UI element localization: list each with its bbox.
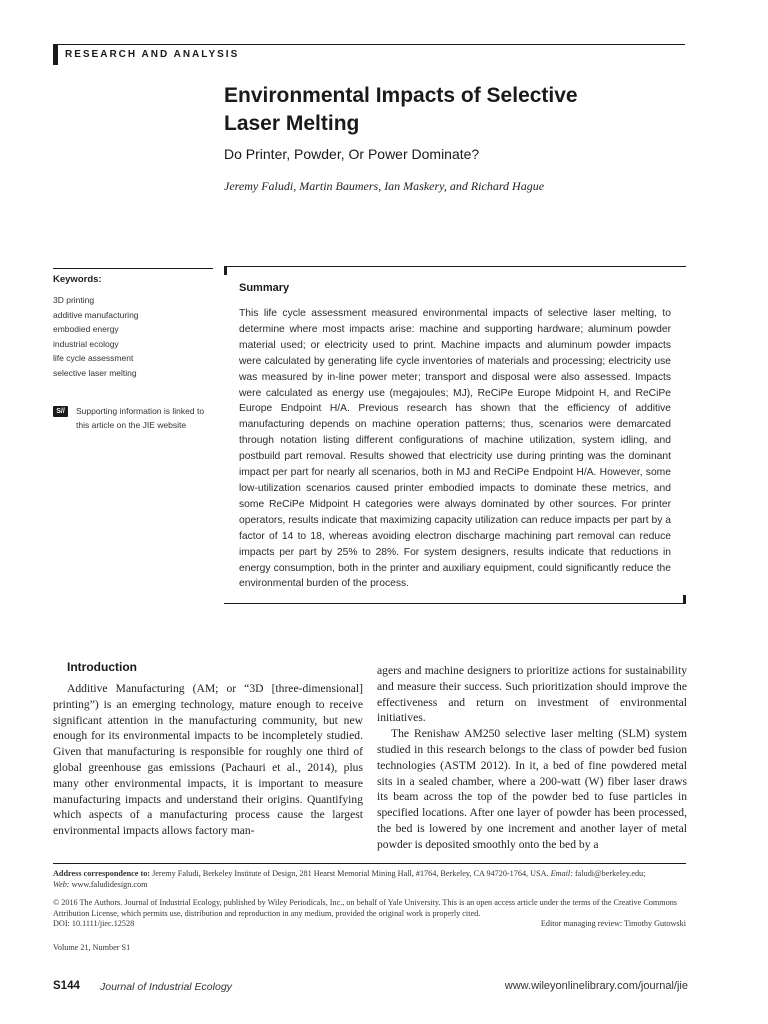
article-subtitle: Do Printer, Powder, Or Power Dominate? <box>224 146 480 162</box>
email-label: Email: <box>550 869 573 878</box>
introduction-paragraph-2: The Renishaw AM250 selective laser melting (SLM) system studied in this research belongs to the class of powder bed fusion technologies (ASTM 2012). In it, a bed of fine powdered metal sits in a sealed chamber, where a 200-watt (W) fiber laser draws its beam across the top of the powder bed to fuse particles in specified locations. After one layer of powder has been processed, the bed is lowered by one increment and another layer of metal powder is deposited smoothly onto the bed by a <box>377 727 687 851</box>
supporting-info-icon: S// <box>53 406 68 417</box>
journal-name: Journal of Industrial Ecology <box>100 981 232 993</box>
article-title-line-2: Laser Melting <box>224 112 360 135</box>
keyword-item: 3D printing <box>53 295 95 305</box>
keyword-item: selective laser melting <box>53 367 137 378</box>
keywords-rule <box>53 268 213 269</box>
section-header-bar <box>53 44 58 65</box>
keywords-box <box>53 268 213 380</box>
author-list: Jeremy Faludi, Martin Baumers, Ian Maskery, and Richard Hague <box>224 179 545 193</box>
license-notice: © 2016 The Authors. Journal of Industrial Ecology, published by Wiley Periodicals, Inc., on behalf of Yale University. This is an open access article under the terms of the Creative Commons Attribution License, which permits use, distribution and reproduction in any medium, provided the original work is properly cited. <box>53 898 677 918</box>
summary-bottom-rule <box>224 603 686 604</box>
section-header <box>53 44 685 66</box>
summary-top-rule <box>224 266 686 267</box>
keyword-item: life cycle assessment <box>53 353 134 363</box>
summary-bottom-corner <box>683 595 686 604</box>
summary-top-corner <box>224 266 227 275</box>
article-title <box>224 82 684 138</box>
summary-box <box>224 266 686 604</box>
keyword-item: embodied energy <box>53 324 119 334</box>
web-label: Web: <box>53 880 70 889</box>
keywords-heading: Keywords: <box>53 274 102 285</box>
editor-note: Editor managing review: Timothy Gutowski <box>540 919 686 928</box>
journal-url[interactable]: www.wileyonlinelibrary.com/journal/jie <box>504 980 688 992</box>
supporting-info-text[interactable]: Supporting information is linked to this article on the JIE website <box>76 406 205 430</box>
correspondence-address <box>53 868 688 890</box>
volume-info: Volume 21, Number S1 <box>53 943 131 952</box>
footnote-rule <box>53 863 686 864</box>
introduction-paragraph-1: Additive Manufacturing (AM; or “3D [three-dimensional] printing”) is an emerging technology, mature enough to receive significant attention in the manufacturing community, but new enough for its environmental impacts to be incompletely studied. Given that manufacturing is responsible for roughly one third of global greenhouse gas emissions (Pachauri et al., 2014), plus many other environmental impacts, it is important to measure manufacturing impacts and understand their origins. Quantifying which aspects of a manufacturing process cause the largest environmental impacts allows factory man- <box>53 682 363 838</box>
introduction-left-column <box>53 660 363 839</box>
web-link[interactable]: www.faludidesign.com <box>69 880 148 889</box>
article-title-line-1: Environmental Impacts of Selective <box>224 84 578 107</box>
address-label: Address correspondence to: <box>53 869 151 878</box>
introduction-right-column <box>377 663 687 853</box>
doi[interactable]: DOI: 10.1111/jiec.12528 <box>53 919 135 928</box>
keyword-item: additive manufacturing <box>53 309 139 320</box>
section-label: RESEARCH AND ANALYSIS <box>65 49 240 60</box>
page-number: S144 <box>53 980 80 992</box>
introduction-heading: Introduction <box>67 660 137 674</box>
introduction-paragraph-1-continued: agers and machine designers to prioritize actions for sustainability and measure their success. Such prioritization should improve the effectiveness and return on investment of environmental initiatives. <box>377 664 687 725</box>
summary-heading: Summary <box>239 282 290 294</box>
keyword-item: industrial ecology <box>53 338 119 349</box>
summary-text: This life cycle assessment measured environmental impacts of selective laser melting, to determine where most impacts arise: machine and supporting hardware; aluminum powder material used; or electricity used to print. Machine impacts and aluminum powder impacts were calculated by generating life cycle inventories of materials and processing; electricity use was measured by in-line power meter; transport and disposal were also assessed. Impacts were calculated as energy use (megajoules; MJ), ReCiPe Europe Midpoint H, and ReCiPe Europe Endpoint H/A. Previous research has shown that the efficiency of additive manufacturing depends on machine operation patterns; thus, scenarios were demarcated through notation listing different configurations of machine utilization, system idling, and postbuild part removal. Results showed that electricity use during printing was the dominant impact per part for nearly all scenarios, both in MJ and ReCiPe Endpoint H/A. However, some low-utilization scenarios caused printer embodied impacts to dominate these metrics, and some ReCiPe Midpoint H categories were always dominated by other sources. For printer operators, results indicate that maximizing capacity utilization can reduce impacts per part by a factor of 14 to 18, whereas avoiding electron discharge machining part removal can reduce impacts per part by 25% to 28%. For system designers, results indicate that reductions in energy consumption, both in the printer and auxiliary equipment, could significantly reduce the environmental burden of the process. <box>239 308 671 590</box>
supporting-info-note <box>53 404 213 434</box>
section-header-rule <box>58 44 685 45</box>
email-link[interactable]: faludi@berkeley.edu; <box>572 869 646 878</box>
address-text: Jeremy Faludi, Berkeley Institute of Design, 281 Hearst Memorial Mining Hall, #1764, Berkeley, CA 94720-1764, USA. <box>150 869 551 878</box>
